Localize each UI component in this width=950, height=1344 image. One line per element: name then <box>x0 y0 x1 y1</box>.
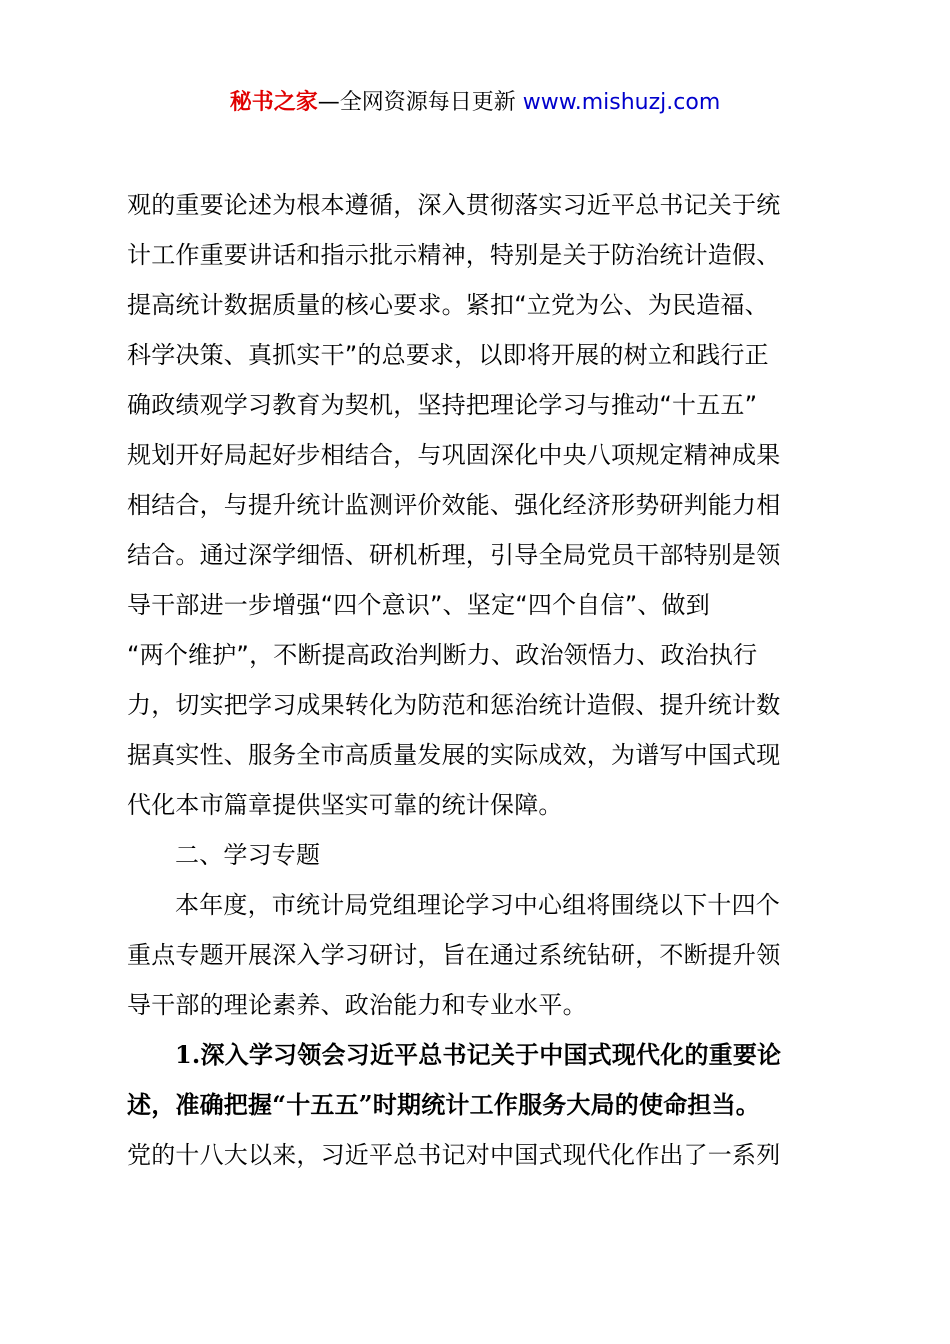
header-slogan: —全网资源每日更新 <box>317 90 523 115</box>
heading-line: 述，准确把握“十五五”时期统计工作服务大局的使命担当。 <box>127 1090 761 1119</box>
paragraph-study-intro <box>127 880 833 1030</box>
text-line: 重点专题开展深入学习研讨，旨在通过系统钻研，不断提升领 <box>127 941 781 969</box>
text-line: “两个维护”，不断提高政治判断力、政治领悟力、政治执行 <box>127 641 758 669</box>
text-line: 提高统计数据质量的核心要求。紧扣“立党为公、为民造福、 <box>127 291 769 319</box>
paragraph-guiding-principles <box>127 180 833 830</box>
text-line: 观的重要论述为根本遵循，深入贯彻落实习近平总书记关于统 <box>127 191 781 219</box>
header-url-link[interactable]: www.mishuzj.com <box>522 90 721 115</box>
page-header <box>0 88 950 118</box>
text-line: 结合。通过深学细悟、研机析理，引导全局党员干部特别是领 <box>127 541 781 569</box>
text-line: 力，切实把学习成果转化为防范和惩治统计造假、提升统计数 <box>127 691 781 719</box>
text-line: 确政绩观学习教育为契机，坚持把理论学习与推动“十五五” <box>127 391 758 419</box>
text-line: 规划开好局起好步相结合，与巩固深化中央八项规定精神成果 <box>127 441 781 469</box>
document-body <box>127 180 833 1180</box>
section-heading-study-topics: 二、学习专题 <box>175 841 321 869</box>
text-line: 计工作重要讲话和指示批示精神，特别是关于防治统计造假、 <box>127 241 781 269</box>
text-line: 科学决策、真抓实干”的总要求，以即将开展的树立和践行正 <box>127 341 769 369</box>
heading-line: 1.深入学习领会习近平总书记关于中国式现代化的重要论 <box>175 1040 782 1069</box>
text-line: 导干部的理论素养、政治能力和专业水平。 <box>127 991 587 1019</box>
topic-1-body <box>127 1130 833 1180</box>
brand-name: 秘书之家 <box>229 90 318 115</box>
text-line: 代化本市篇章提供坚实可靠的统计保障。 <box>127 791 563 819</box>
text-line: 本年度，市统计局党组理论学习中心组将围绕以下十四个 <box>175 891 780 919</box>
text-line: 相结合，与提升统计监测评价效能、强化经济形势研判能力相 <box>127 491 781 519</box>
text-line: 据真实性、服务全市高质量发展的实际成效，为谱写中国式现 <box>127 741 781 769</box>
topic-1-heading <box>127 1030 833 1130</box>
text-line: 导干部进一步增强“四个意识”、坚定“四个自信”、做到 <box>127 591 710 619</box>
text-line: 党的十八大以来，习近平总书记对中国式现代化作出了一系列 <box>127 1141 781 1169</box>
